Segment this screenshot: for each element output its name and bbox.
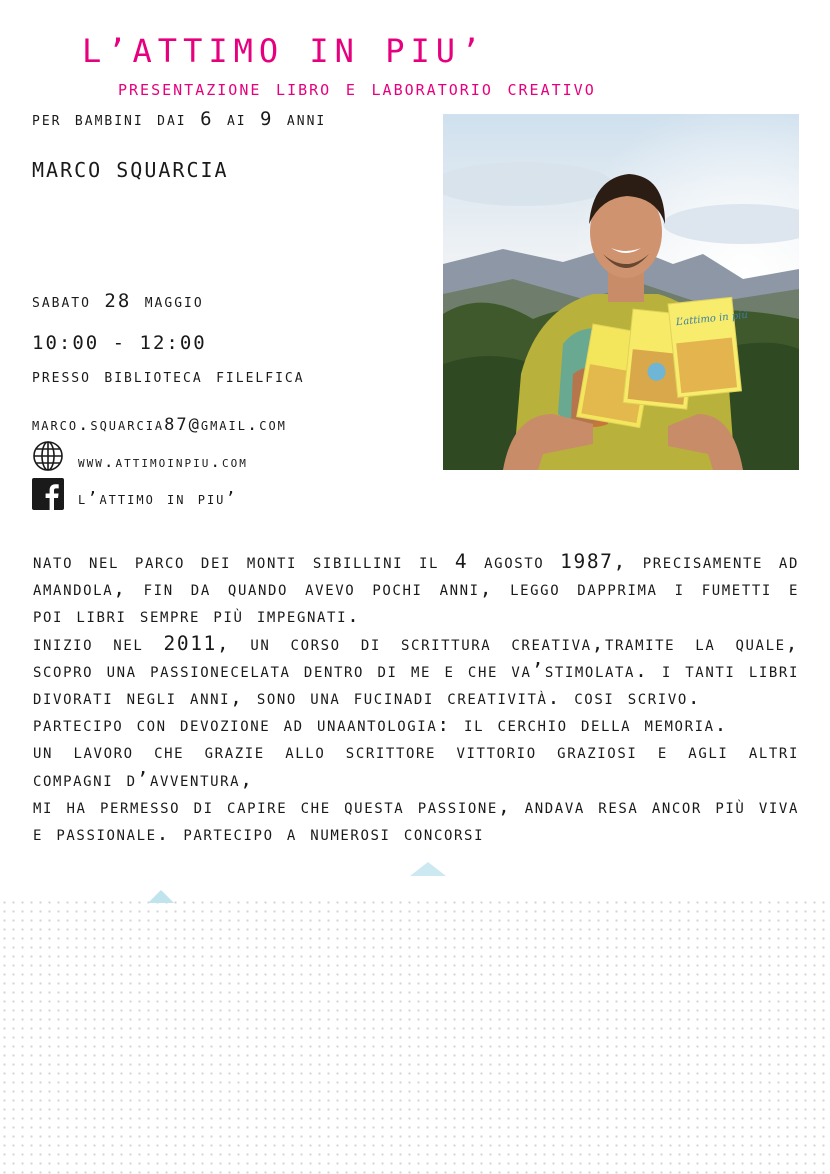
book-cover-title: L’attimo in più: [675, 309, 749, 329]
event-time: 10:00 - 12:00: [32, 332, 207, 354]
facebook-row[interactable]: [32, 478, 238, 510]
facebook-icon: [32, 478, 64, 510]
website-link[interactable]: www.attimoinpiu.com: [78, 451, 248, 471]
bio-paragraph: nato nel parco dei monti sibillini il 4 agosto 1987, precisamente ad amandola, fin da quando avevo pochi anni, leggo dapprima i fumetti e poi libri sempre più impegnati.: [33, 550, 799, 628]
contact-email[interactable]: marco.squarcia87@gmail.com: [32, 415, 287, 435]
triangle-decoration: [148, 890, 174, 903]
triangle-decoration: [410, 862, 446, 876]
bio-paragraph: mi ha permesso di capire che questa passione, andava resa ancor più viva e passionale. partecipo a numerosi concorsi: [33, 794, 799, 846]
event-venue: presso biblioteca filelfica: [32, 365, 305, 387]
author-biography: [33, 548, 799, 900]
website-row[interactable]: [32, 440, 248, 472]
event-date: sabato 28 maggio: [32, 290, 204, 312]
facebook-page-link[interactable]: l’attimo in piu’: [78, 489, 238, 509]
bio-paragraph: un lavoro che grazie allo scrittore vittorio graziosi e agli altri compagni d’avventura,: [33, 740, 799, 791]
poster-subtitle: presentazione libro e laboratorio creativo: [118, 76, 596, 100]
globe-icon: [32, 440, 64, 472]
bio-paragraph: inizio nel 2011, un corso di scrittura creativa,tramite la quale, scopro una passionecelata dentro di me e che va’stimolata. i tanti libri divorati negli anni, sono una fucinadi creatività. cosi scrivo.: [33, 631, 799, 710]
bio-paragraph: partecipo con devozione ad unaantologia: il cerchio della memoria.: [33, 713, 729, 737]
event-audience: per bambini dai 6 ai 9 anni: [32, 108, 327, 130]
poster-title: L’ATTIMO IN PIU’: [82, 32, 487, 70]
author-photo: [443, 114, 799, 470]
author-name: MARCO SQUARCIA: [32, 158, 229, 182]
dotted-background: [0, 898, 830, 1174]
